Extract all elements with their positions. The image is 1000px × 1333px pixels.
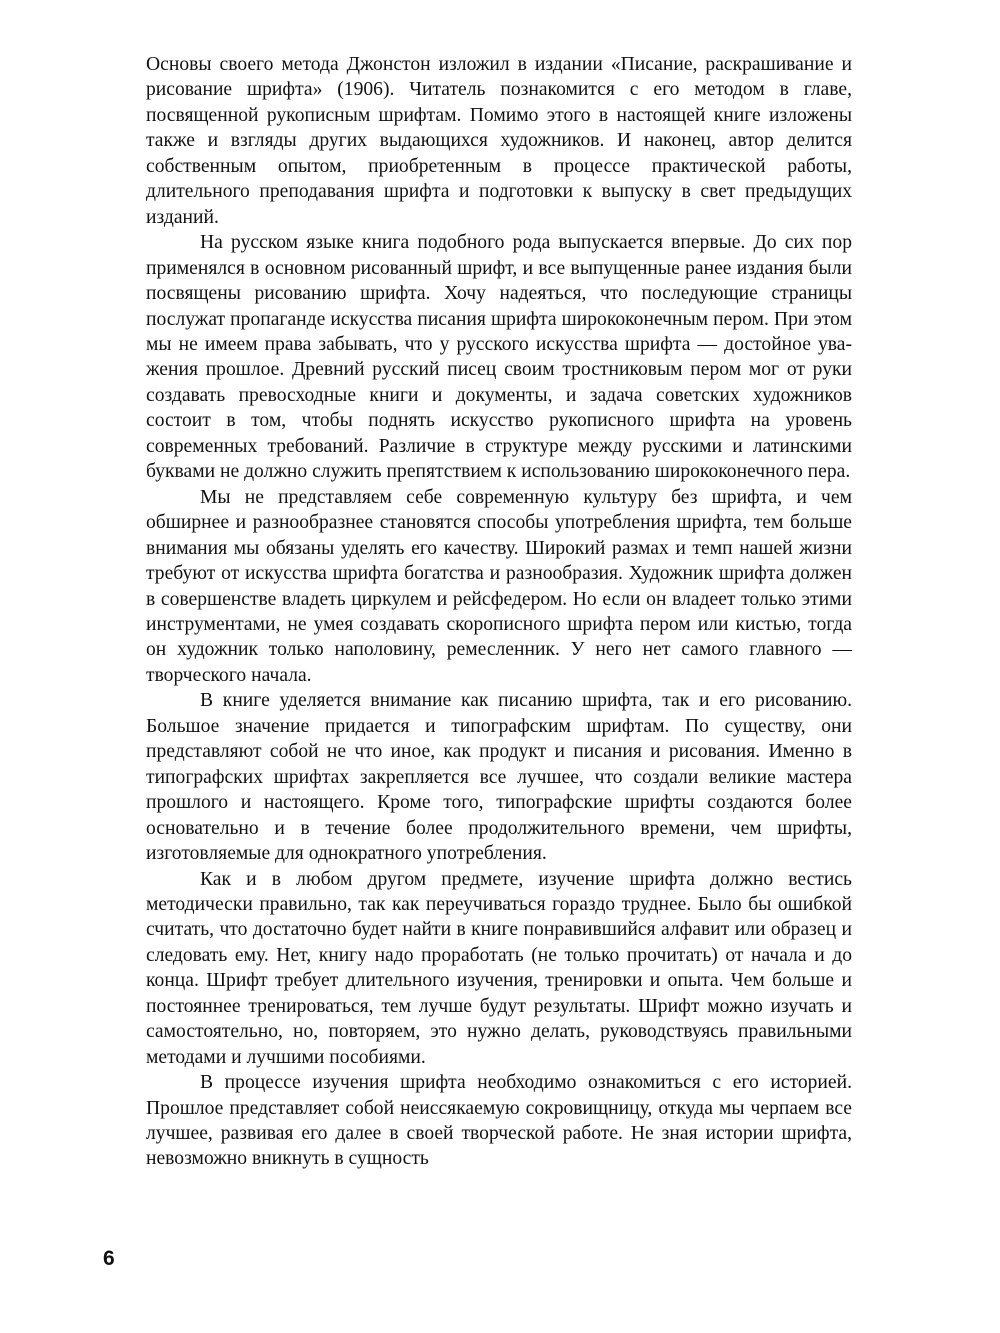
paragraph-1: Основы своего метода Джонстон изложил в издании «Писание, раскрашивание и рисование шрифта» (1906). Читатель познакомится с его методом в главе, посвященной рукописным шрифтам. Помимо этого в настоящей книге изложены также и взгляды других выдающихся художников. И наконец, автор делится собственным опытом, приобретенным в процессе практической работы, длительного преподавания шрифта и подготовки к выпуску в свет предыдущих изданий.: [146, 54, 852, 228]
paragraph-3: Мы не представляем себе современную культуру без шрифта, и чем обширнее и разнообразнее становятся способы употребления шрифта, тем больше внимания мы обязаны уделять его качеству. Широкий размах и темп нашей жизни требуют от искусства шрифта богатства и разнообразия. Художник шрифта должен в совершенстве владеть циркулем и рейсфедером. Но если он владеет только этими инструментами, не умея создавать скорописного шрифта пером или кистью, тогда он художник только наполовину, ремесленник. У него нет самого главного — творческого начала.: [146, 486, 852, 686]
paragraph-4: В книге уделяется внимание как писанию шрифта, так и его рисованию. Большое значение придается и типографским шрифтам. По существу, они представляют собой не что иное, как продукт и писания и рисования. Именно в типографских шрифтах закрепляется все лучшее, что создали великие мастера прошлого и настоящего. Кроме того, типографские шрифты создаются более основательно и в течение более продолжительного времени, чем шрифты, изготовляемые для однократного употребления.: [146, 690, 852, 865]
body-text: [146, 52, 852, 1172]
paragraph-2: На русском языке книга подобного рода выпускается впервые. До сих пор применялся в основном рисованный шрифт, и все выпущенные ранее издания были посвящены рисованию шрифта. Хочу надеяться, что последующие страницы послужат пропаганде искусства писания шрифта ширококонечным пером. При этом мы не имеем права забывать, что у русского искусства шрифта — достойное уважения прошлое. Древний русский писец своим тростниковым пером мог от руки создавать превосходные книги и документы, и задача советских художников состоит в том, чтобы поднять искусство рукописного шрифта на уровень современных требований. Различие в структуре между русскими и латинскими буквами не должно служить препятствием к использованию ширококонечного пера.: [146, 232, 852, 483]
paragraph-6: В процессе изучения шрифта необходимо ознакомиться с его историей. Прошлое представляет собой неиссякаемую сокровищницу, откуда мы черпаем все лучшее, развивая его далее в своей творческой работе. Не зная истории шрифта, невозможно вникнуть в сущность: [146, 1072, 852, 1170]
paragraph-5: Как и в любом другом предмете, изучение шрифта должно вестись методически правильно, так как переучиваться гораздо труднее. Было бы ошибкой считать, что достаточно будет найти в книге понравившийся алфавит или образец и следовать ему. Нет, книгу надо проработать (не только прочитать) от начала и до конца. Шрифт требует длительного изучения, тренировки и опыта. Чем больше и постояннее тренироваться, тем лучше будут результаты. Шрифт можно изучать и самостоятельно, но, повторяем, это нужно делать, руководствуясь правильными методами и лучшими пособиями.: [146, 868, 852, 1068]
page-number: 6: [103, 1247, 115, 1270]
